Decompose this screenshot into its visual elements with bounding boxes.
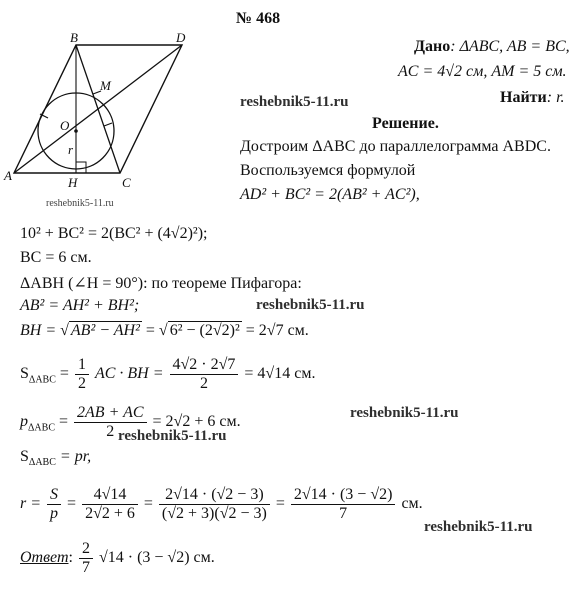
fraction-answer-num: 2	[79, 540, 93, 559]
step-7-sub: ΔABC	[28, 422, 55, 434]
given-line-2: AC = 4√2 см, AM = 5 см.	[398, 63, 567, 80]
label-m: M	[100, 78, 111, 93]
step-9-unit: см.	[401, 495, 423, 513]
find-label: Найти	[500, 89, 547, 106]
fraction-perimeter-num: 2AB + AC	[74, 404, 147, 423]
given-line-1	[414, 38, 570, 56]
step-5-mid: =	[141, 322, 159, 339]
given-label: Дано	[414, 38, 451, 55]
step-5-right: = 2√7 см.	[241, 322, 309, 339]
step-5-radicand-2: 6² − (2√2)²	[169, 322, 240, 339]
step-3: ΔABH (∠H = 90°): по теореме Пифагора:	[20, 275, 302, 292]
solution-formula: AD² + BC² = 2(AB² + AC²),	[240, 186, 420, 203]
step-8-right: = pr,	[55, 448, 92, 465]
step-9-left: r =	[20, 495, 46, 513]
fraction-r-3	[291, 486, 396, 523]
step-6-mid: AC · BH =	[94, 365, 168, 383]
watermark-small: reshebnik5-11.ru	[46, 198, 114, 209]
step-6-right: = 4√14 см.	[244, 365, 316, 383]
fraction-answer	[79, 540, 93, 577]
step-7-right: = 2√2 + 6 см.	[152, 413, 241, 431]
label-a: A	[4, 168, 12, 183]
step-7	[20, 404, 241, 441]
sqrt-sign-2	[159, 322, 168, 339]
watermark-1: reshebnik5-11.ru	[240, 94, 349, 110]
find-value: : r.	[546, 89, 565, 106]
answer-right: √14 · (3 − √2) см.	[98, 549, 215, 567]
watermark-2: reshebnik5-11.ru	[256, 297, 365, 313]
fraction-r-1-den: 2√2 + 6	[85, 505, 135, 522]
given-text-1: : ΔABC, AB = BC,	[450, 38, 570, 55]
fraction-s-over-p-den: p	[50, 505, 59, 522]
label-d: D	[176, 30, 186, 45]
answer-colon: :	[68, 549, 73, 567]
label-h: H	[68, 175, 78, 190]
step-2: BC = 6 см.	[20, 249, 92, 266]
step-7-p: p	[20, 413, 28, 431]
watermark-5: reshebnik5-11.ru	[424, 519, 533, 535]
step-6-eq: =	[55, 365, 73, 383]
sqrt-sign-1	[60, 322, 69, 339]
fraction-half-num: 1	[75, 356, 89, 375]
fraction-r-1	[82, 486, 138, 523]
fraction-r-3-den: 7	[339, 505, 348, 522]
step-7-eq: =	[55, 413, 73, 431]
step-9-eq-3: =	[275, 495, 289, 513]
fraction-r-2-den: (√2 + 3)(√2 − 3)	[161, 505, 267, 522]
step-9-eq-1: =	[67, 495, 81, 513]
fraction-r-1-num: 4√14	[82, 486, 138, 505]
answer-label: Ответ	[20, 549, 69, 567]
fraction-half	[75, 356, 89, 393]
tick-bc-2	[104, 123, 112, 126]
solution-title: Решение.	[372, 115, 439, 132]
label-o: O	[60, 118, 70, 133]
center-point	[74, 129, 78, 133]
step-5	[20, 322, 309, 340]
fraction-area	[170, 356, 239, 393]
fraction-s-over-p	[47, 486, 61, 523]
fraction-perimeter	[74, 404, 147, 441]
solution-line-2: Воспользуемся формулой	[240, 162, 416, 179]
geometry-figure	[0, 30, 200, 190]
fraction-r-2-num: 2√14 · (√2 − 3)	[159, 486, 270, 505]
step-6-s: S	[20, 365, 29, 383]
step-6	[20, 356, 315, 393]
fraction-perimeter-den: 2	[106, 423, 115, 440]
answer-line	[20, 540, 215, 577]
step-5-radicand-1: AB² − AH²	[70, 322, 140, 339]
step-4: AB² = AH² + BH²;	[20, 297, 140, 314]
step-9	[20, 486, 423, 523]
fraction-area-num: 4√2 · 2√7	[170, 356, 239, 375]
step-5-left: BH =	[20, 322, 61, 339]
fraction-area-den: 2	[199, 375, 208, 392]
watermark-4: reshebnik5-11.ru	[118, 428, 227, 444]
step-1: 10² + BC² = 2(BC² + (4√2)²);	[20, 225, 208, 242]
side-bc	[76, 45, 120, 173]
step-9-eq-2: =	[143, 495, 157, 513]
step-8-sub: ΔABC	[28, 457, 56, 469]
step-8-s: S	[20, 448, 29, 465]
problem-number: № 468	[236, 10, 281, 27]
solution-line-1: Достроим ΔABC до параллелограмма ABDC.	[240, 138, 551, 155]
label-b: B	[70, 30, 78, 45]
label-r: r	[68, 142, 74, 157]
fraction-r-2	[159, 486, 270, 523]
fraction-half-den: 2	[77, 375, 86, 392]
fraction-s-over-p-num: S	[47, 486, 61, 505]
find-line	[500, 89, 565, 107]
step-8	[20, 448, 92, 469]
fraction-answer-den: 7	[81, 559, 90, 576]
label-c: C	[122, 175, 131, 190]
watermark-3: reshebnik5-11.ru	[350, 405, 459, 421]
step-6-sub: ΔABC	[28, 374, 56, 386]
fraction-r-3-num: 2√14 · (3 − √2)	[291, 486, 396, 505]
